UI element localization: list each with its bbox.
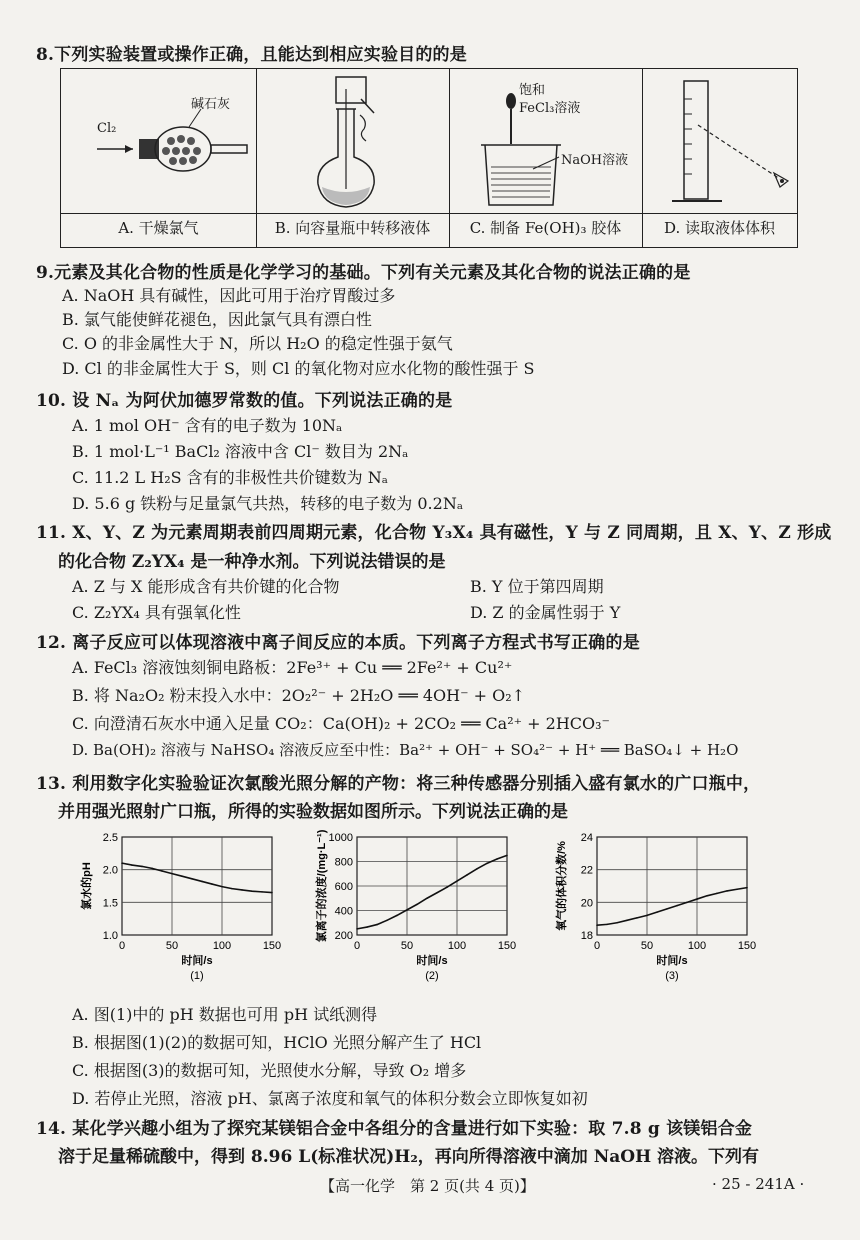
data-point: [646, 915, 648, 917]
data-point: [706, 895, 708, 897]
y-axis-label: 氧气的体积分数/%: [556, 841, 568, 931]
x-tick-label: 0: [353, 940, 361, 952]
series-line: [597, 888, 747, 926]
chart-3-svg: [545, 825, 775, 995]
y-tick-label: 600: [334, 881, 353, 893]
q12-option-a: A. FeCl₃ 溶液蚀刻铜电路板：2Fe³⁺ + Cu ══ 2Fe²⁺ + Cu²⁺: [72, 658, 513, 677]
data-point: [506, 855, 508, 857]
x-tick-label: 150: [497, 940, 517, 952]
chart-caption: (2): [425, 970, 439, 982]
q12-stem: 12. 离子反应可以体现溶液中离子间反应的本质。下列离子方程式书写正确的是: [36, 633, 640, 653]
data-point: [121, 862, 123, 864]
data-point: [616, 922, 618, 924]
data-point: [376, 924, 378, 926]
data-point: [736, 888, 738, 890]
chart-1-ph: [70, 825, 300, 999]
q13-option-a: A. 图(1)中的 pH 数据也可用 pH 试纸测得: [72, 1005, 378, 1024]
data-point: [181, 875, 183, 877]
data-point: [696, 898, 698, 900]
q11-stem-line2: 的化合物 Z₂YX₄ 是一种净水剂。下列说法错误的是: [58, 552, 446, 572]
data-point: [456, 880, 458, 882]
q8-option-d: D. 读取液体体积: [663, 219, 776, 237]
label-soda-lime: 碱石灰: [191, 97, 231, 112]
data-point: [221, 886, 223, 888]
data-point: [446, 886, 448, 888]
data-point: [426, 897, 428, 899]
data-point: [141, 866, 143, 868]
q8-apparatus-table: [60, 68, 798, 248]
data-point: [386, 920, 388, 922]
chart-1-svg: [70, 825, 300, 995]
data-point: [261, 891, 263, 893]
q9-option-b: B. 氯气能使鲜花褪色，因此氯气具有漂白性: [62, 310, 372, 329]
y-tick-label: 1.0: [102, 930, 118, 942]
q12-option-d: D. Ba(OH)₂ 溶液与 NaHSO₄ 溶液反应至中性：Ba²⁺ + OH⁻ + SO₄²⁻ + H⁺ ══ BaSO₄↓ + H₂O: [72, 741, 739, 759]
x-tick-label: 100: [212, 940, 232, 952]
label-cl2: Cl₂: [97, 121, 117, 136]
beaker-dropper-diagram: [449, 69, 642, 213]
data-point: [131, 864, 133, 866]
label-fecl3: FeCl₃溶液: [519, 101, 581, 116]
x-tick-label: 0: [593, 940, 601, 952]
data-point: [406, 909, 408, 911]
q10-option-a: A. 1 mol OH⁻ 含有的电子数为 10Nₐ: [72, 416, 343, 435]
chart-caption: (1): [190, 970, 204, 982]
volumetric-flask-diagram: [256, 69, 449, 213]
footer-page-info: 【高一化学 第 2 页(共 4 页)】: [320, 1177, 535, 1195]
q13-option-c: C. 根据图(3)的数据可知，光照使水分解，导致 O₂ 增多: [72, 1061, 467, 1080]
q13-stem-line1: 13. 利用数字化实验验证次氯酸光照分解的产物：将三种传感器分别插入盛有氯水的广口瓶中，: [36, 774, 761, 794]
q13-option-b: B. 根据图(1)(2)的数据可知，HClO 光照分解产生了 HCl: [72, 1033, 482, 1052]
q12-option-b: B. 将 Na₂O₂ 粉末投入水中：2O₂²⁻ + 2H₂O ══ 4OH⁻ + O₂↑: [72, 686, 526, 705]
q13-option-d: D. 若停止光照，溶液 pH、氯离子浓度和氧气的体积分数会立即恢复如初: [72, 1089, 588, 1108]
y-tick-label: 20: [580, 897, 593, 910]
data-point: [396, 915, 398, 917]
y-tick-label: 1000: [328, 832, 353, 844]
y-tick-label: 800: [334, 856, 353, 869]
data-point: [171, 873, 173, 875]
q11-option-d: D. Z 的金属性弱于 Y: [470, 603, 621, 622]
data-point: [726, 890, 728, 892]
y-tick-label: 2.5: [102, 832, 118, 844]
data-point: [436, 892, 438, 894]
y-tick-label: 200: [334, 930, 353, 942]
q9-option-c: C. O 的非金属性大于 N，所以 H₂O 的稳定性强于氨气: [62, 334, 453, 353]
data-point: [231, 888, 233, 890]
x-tick-label: 100: [687, 940, 707, 952]
q12-option-c: C. 向澄清石灰水中通入足量 CO₂：Ca(OH)₂ + 2CO₂ ══ Ca²⁺ + 2HCO₃⁻: [72, 714, 610, 733]
data-point: [356, 928, 358, 930]
x-tick-label: 50: [400, 940, 414, 952]
series-line: [357, 855, 507, 929]
data-point: [486, 863, 488, 865]
q14-stem-line2: 溶于足量稀硫酸中，得到 8.96 L(标准状况)H₂，再向所得溶液中滴加 NaOH 溶液。下列有: [58, 1147, 760, 1167]
y-tick-label: 18: [580, 930, 593, 942]
chart-2-chloride: [305, 825, 540, 999]
data-point: [151, 868, 153, 870]
q8-option-a: A. 干燥氯气: [118, 219, 199, 237]
data-point: [201, 881, 203, 883]
x-tick-label: 0: [118, 940, 126, 952]
q10-stem: 10. 设 Nₐ 为阿伏加德罗常数的值。下列说法正确的是: [36, 391, 453, 411]
q11-option-c: C. Z₂YX₄ 具有强氧化性: [72, 603, 241, 622]
data-point: [476, 868, 478, 870]
drying-tube-diagram: [61, 69, 256, 213]
data-point: [161, 870, 163, 872]
data-point: [676, 905, 678, 907]
chart-3-oxygen: [545, 825, 775, 999]
label-saturated: 饱和: [519, 83, 546, 98]
y-tick-label: 400: [334, 905, 353, 918]
graduated-cylinder-diagram: [642, 69, 797, 213]
data-point: [626, 920, 628, 922]
q10-option-c: C. 11.2 L H₂S 含有的非极性共价键数为 Nₐ: [72, 468, 388, 487]
plot-frame: [122, 837, 272, 935]
y-axis-label: 氯水的pH: [81, 862, 93, 910]
data-point: [686, 902, 688, 904]
x-tick-label: 150: [262, 940, 282, 952]
data-point: [666, 908, 668, 910]
q9-option-d: D. Cl 的非金属性大于 S，则 Cl 的氧化物对应水化物的酸性强于 S: [62, 359, 535, 378]
y-tick-label: 2.0: [102, 864, 118, 877]
x-axis-label: 时间/s: [416, 955, 448, 967]
q8-option-c: C. 制备 Fe(OH)₃ 胶体: [469, 219, 622, 237]
data-point: [211, 883, 213, 885]
q10-option-d: D. 5.6 g 铁粉与足量氯气共热，转移的电子数为 0.2Nₐ: [72, 494, 463, 513]
q11-option-a: A. Z 与 X 能形成含有共价键的化合物: [72, 577, 340, 596]
data-point: [636, 917, 638, 919]
q8-option-b: B. 向容量瓶中转移液体: [274, 219, 431, 237]
data-point: [716, 893, 718, 895]
data-point: [746, 887, 748, 889]
q11-stem-line1: 11. X、Y、Z 为元素周期表前四周期元素，化合物 Y₃X₄ 具有磁性，Y 与 Z 同周期，且 X、Y、Z 形成: [36, 523, 832, 543]
y-tick-label: 1.5: [102, 897, 118, 910]
y-axis-label: 氯离子的浓度/(mg·L⁻¹): [316, 829, 328, 943]
data-point: [416, 904, 418, 906]
y-tick-label: 22: [580, 864, 593, 877]
label-naoh: NaOH溶液: [561, 153, 629, 168]
q9-option-a: A. NaOH 具有碱性，因此可用于治疗胃酸过多: [62, 286, 396, 305]
y-tick-label: 24: [580, 832, 593, 844]
q11-option-b: B. Y 位于第四周期: [470, 577, 604, 596]
data-point: [251, 890, 253, 892]
q8-stem: 8.下列实验装置或操作正确，且能达到相应实验目的的是: [36, 45, 467, 65]
x-axis-label: 时间/s: [181, 955, 213, 967]
chart-2-svg: [305, 825, 540, 995]
data-point: [496, 858, 498, 860]
q10-option-b: B. 1 mol·L⁻¹ BaCl₂ 溶液中含 Cl⁻ 数目为 2Nₐ: [72, 442, 409, 461]
series-line: [122, 863, 272, 892]
data-point: [366, 926, 368, 928]
chart-caption: (3): [665, 970, 679, 982]
q14-stem-line1: 14. 某化学兴趣小组为了探究某镁铝合金中各组分的含量进行如下实验：取 7.8 g 该镁铝合金: [36, 1119, 753, 1139]
data-point: [271, 892, 273, 894]
data-point: [191, 878, 193, 880]
data-point: [596, 924, 598, 926]
x-tick-label: 50: [640, 940, 654, 952]
data-point: [241, 889, 243, 891]
x-tick-label: 150: [737, 940, 757, 952]
data-point: [656, 911, 658, 913]
plot-frame: [597, 837, 747, 935]
x-tick-label: 50: [165, 940, 179, 952]
x-tick-label: 100: [447, 940, 467, 952]
x-axis-label: 时间/s: [656, 955, 688, 967]
data-point: [606, 924, 608, 926]
data-point: [466, 874, 468, 876]
footer-code: · 25 - 241A ·: [712, 1175, 805, 1193]
q9-stem: 9.元素及其化合物的性质是化学学习的基础。下列有关元素及其化合物的说法正确的是: [36, 263, 691, 283]
q13-stem-line2: 并用强光照射广口瓶，所得的实验数据如图所示。下列说法正确的是: [58, 802, 568, 822]
